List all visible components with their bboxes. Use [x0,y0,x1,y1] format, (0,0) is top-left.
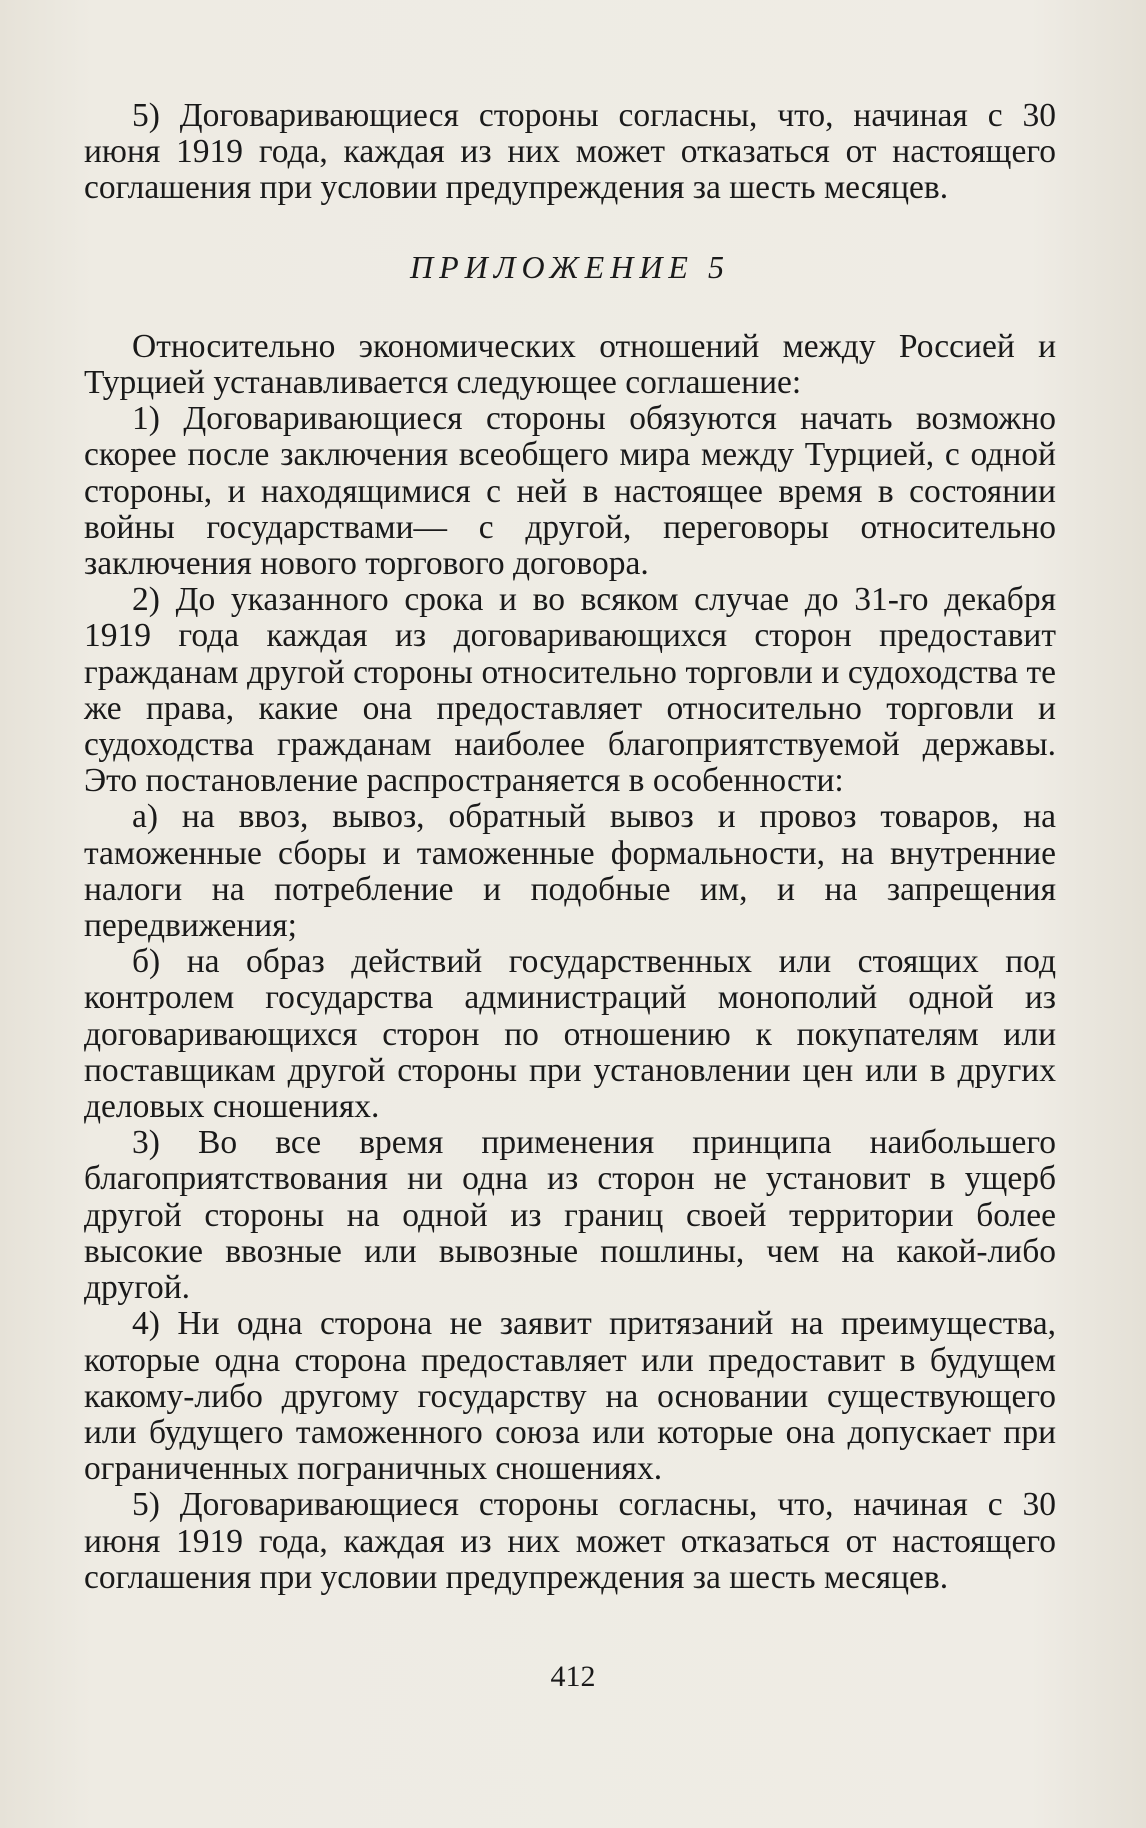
paragraph-clause-4: 4) Ни одна сторона не заявит притязаний на преимущества, которые одна сторона предоставляет или предоставит в будущем какому-либо другому государству на основании существующего или будущего таможенного союза или которые она допускает при ограниченных пограничных сношениях. [84,1305,1056,1488]
paragraph-clause-2b: б) на образ действий государственных или стоящих под контролем государства администраций монополий одной из договаривающихся сторон по отношению к покупателям или поставщикам другой стороны при установлении цен или в других деловых сношениях. [84,943,1056,1126]
paragraph-clause-3: 3) Во все время применения принципа наибольшего благоприятствования ни одна из сторон не установит в ущерб другой стороны на одной из границ своей территории более высокие ввозные или вывозные пошлины, чем на какой-либо другой. [84,1124,1056,1307]
paragraph-clause-2: 2) До указанного срока и во всяком случае до 31-го декабря 1919 года каждая из договаривающихся сторон предоставит гражданам другой стороны относительно торговли и судоходства те же права, какие она предоставляет относительно торговли и судоходства гражданам наиболее благоприятствуемой державы. Это постановление распространяется в особенности: [84,581,1056,800]
paragraph-clause-1: 1) Договаривающиеся стороны обязуются начать возможно скорее после заключения всеобщего мира между Турцией, с одной стороны, и находящимися с ней в настоящее время в состоянии войны государствами— с другой, переговоры относительно заключения нового торгового договора. [84,400,1056,583]
page-number: 412 [550,1660,596,1693]
paragraph-preamble: Относительно экономических отношений между Россией и Турцией устанавливается следующее соглашение: [84,327,1056,402]
intro-paragraph: 5) Договаривающиеся стороны согласны, что, начиная с 30 июня 1919 года, каждая из них может отказаться от настоящего соглашения при условии предупреждения за шесть месяцев. [84,97,1056,207]
paragraph-clause-2a: а) на ввоз, вывоз, обратный вывоз и провоз товаров, на таможенные сборы и таможенные формальности, на внутренние налоги на потребление и подобные им, и на запрещения передвижения; [84,798,1056,945]
document-body [84,98,1056,1596]
appendix-heading: ПРИЛОЖЕНИЕ 5 [410,248,730,285]
paragraph-clause-5: 5) Договаривающиеся стороны согласны, что, начиная с 30 июня 1919 года, каждая из них может отказаться от настоящего соглашения при условии предупреждения за шесть месяцев. [84,1486,1056,1596]
